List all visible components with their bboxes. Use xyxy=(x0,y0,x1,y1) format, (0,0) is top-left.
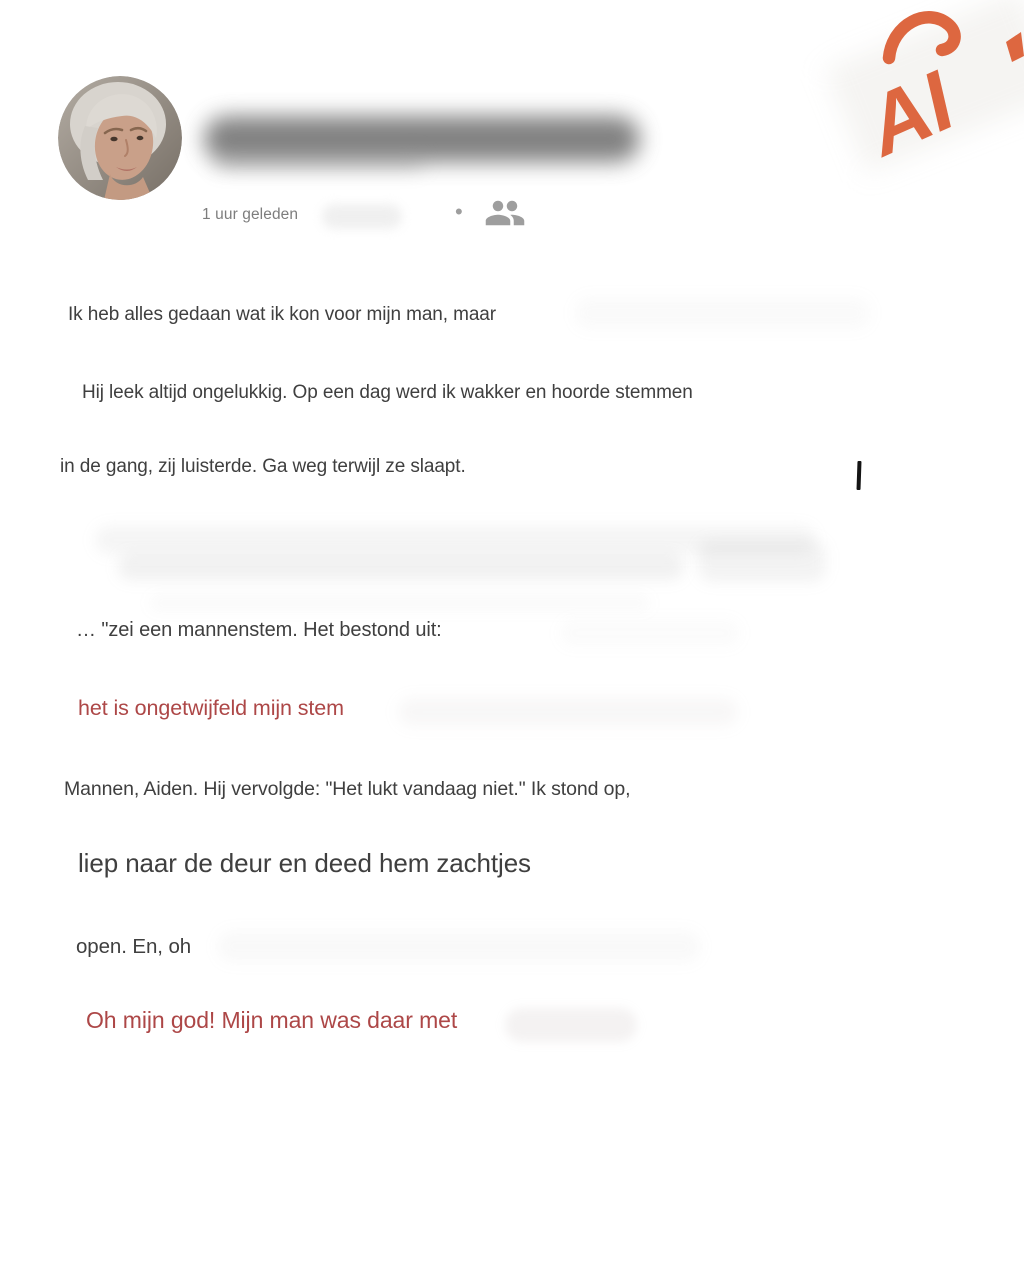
timestamp-redacted-patch xyxy=(322,204,402,229)
redacted-smudge xyxy=(505,1008,637,1042)
ai-watermark xyxy=(856,2,1024,168)
friends-icon xyxy=(484,192,526,234)
redacted-smudge xyxy=(560,620,740,646)
post-text-line: Mannen, Aiden. Hij vervolgde: "Het lukt vandaag niet." Ik stond op, xyxy=(64,778,631,800)
ai-watermark-graphic xyxy=(856,2,1024,168)
avatar[interactable] xyxy=(58,76,182,200)
watermark-partial-letter xyxy=(1006,32,1024,62)
timestamp: 1 uur geleden xyxy=(202,206,299,223)
post-text-line: Hij leek altijd ongelukkig. Op een dag werd ik wakker en hoorde stemmen xyxy=(82,382,693,403)
redacted-smudge xyxy=(698,540,826,582)
redacted-smudge xyxy=(218,931,700,962)
watermark-label: AI xyxy=(856,53,968,168)
post-text-line-red: Oh mijn god! Mijn man was daar met xyxy=(86,1007,458,1033)
post-text-line-large: liep naar de deur en deed hem zachtjes xyxy=(78,848,531,878)
text-cursor-bar xyxy=(856,461,861,490)
post-text-line: Ik heb alles gedaan wat ik kon voor mijn man, maar xyxy=(68,304,496,325)
separator-dot: • xyxy=(455,199,463,224)
redacted-smudge xyxy=(150,596,650,610)
redacted-smudge xyxy=(398,698,738,726)
post-text-line-red: het is ongetwijfeld mijn stem xyxy=(78,696,344,720)
avatar-portrait xyxy=(58,76,182,200)
post-text-line: … "zei een mannenstem. Het bestond uit: xyxy=(76,619,442,641)
author-name-redacted-tail xyxy=(214,154,424,168)
post-text-line: in de gang, zij luisterde. Ga weg terwijl ze slaapt. xyxy=(60,456,466,477)
redacted-smudge xyxy=(575,297,870,329)
watermark-arc-icon xyxy=(889,17,955,58)
redacted-smudge xyxy=(118,554,684,580)
post-text-line: open. En, oh xyxy=(76,935,192,958)
